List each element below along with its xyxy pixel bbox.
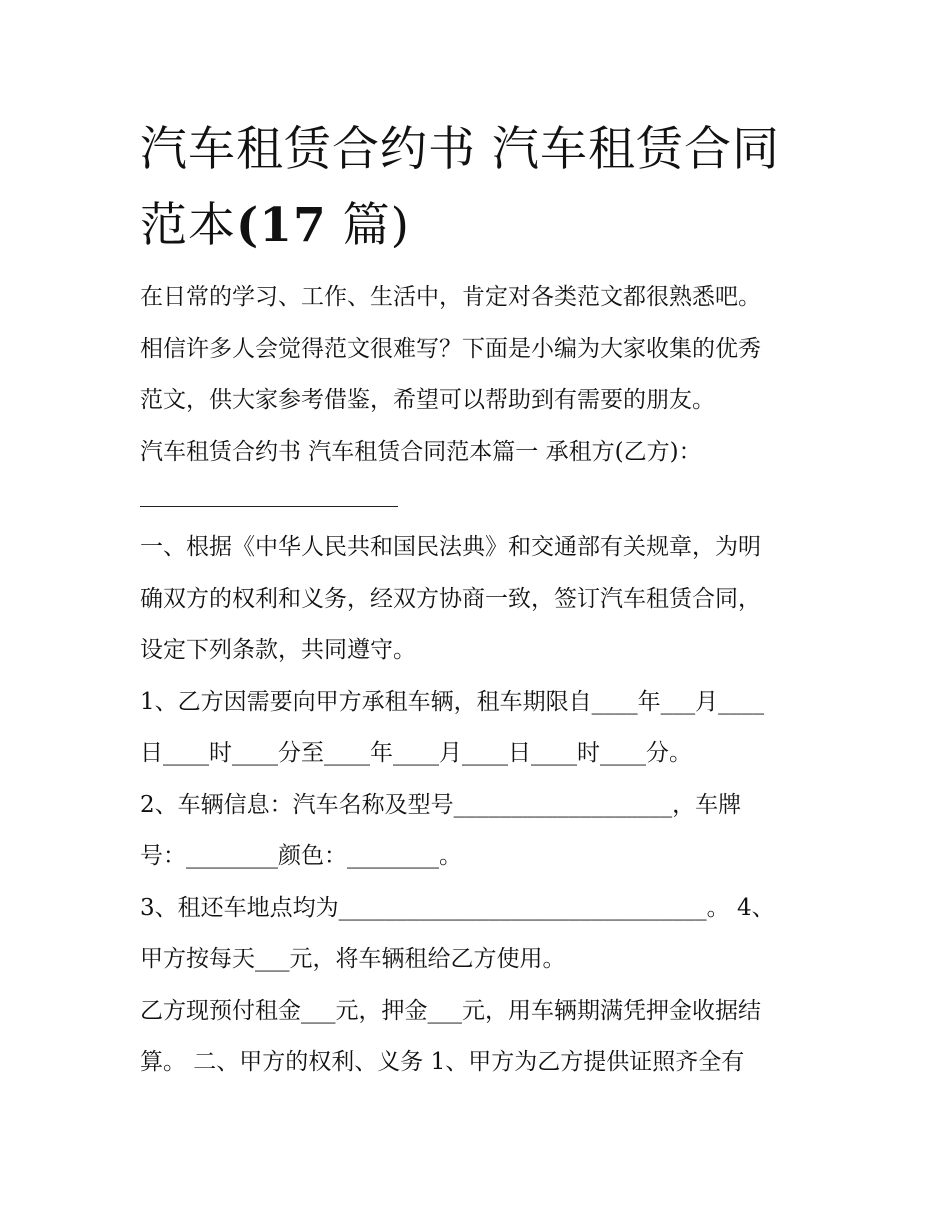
title-line-2-suffix: 篇) <box>326 198 410 253</box>
intro-line-1: 在日常的学习、工作、生活中，肯定对各类范文都很熟悉吧。 <box>140 284 761 310</box>
clause-line-1: 一、根据《中华人民共和国民法典》和交通部有关规章，为明 <box>140 534 761 560</box>
clause-line-2: 确双方的权利和义务，经双方协商一致，签订汽车租赁合同， <box>140 585 761 612</box>
clause-line-8: 3、租还车地点均为________________________________。 4、 <box>140 894 775 921</box>
intro-paragraph <box>140 272 820 478</box>
clause-line-10: 乙方现预付租金___元，押金___元，用车辆期满凭押金收据结 <box>140 997 761 1024</box>
intro-line-2: 相信许多人会觉得范文很难写？下面是小编为大家收集的优秀 <box>140 335 761 362</box>
title-line-2-text: 范本 <box>140 198 236 253</box>
clause-line-3: 设定下列条款，共同遵守。 <box>140 637 416 663</box>
title-line-2 <box>140 188 820 264</box>
clause-line-6: 2、车辆信息：汽车名称及型号___________________，车牌 <box>140 791 742 818</box>
clause-line-11: 算。 二、甲方的权利、义务 1、甲方为乙方提供证照齐全有 <box>140 1049 745 1075</box>
clause-line-5: 日____时____分至____年____月____日____时____分。 <box>140 740 692 766</box>
clause-line-7: 号：________颜色：________。 <box>140 843 462 869</box>
contract-heading-line: 汽车租赁合约书 汽车租赁合同范本篇一 承租方(乙方)： <box>140 438 702 465</box>
clause-line-9: 甲方按每天___元，将车辆租给乙方使用。 <box>140 946 566 972</box>
signature-blank-line <box>140 506 398 507</box>
clause-line-4: 1、乙方因需要向甲方承租车辆，租车期限自____年___月____ <box>140 688 765 715</box>
intro-line-3: 范文，供大家参考借鉴，希望可以帮助到有需要的朋友。 <box>140 387 715 413</box>
title-line-1: 汽车租赁合约书 汽车租赁合同 <box>140 122 780 177</box>
document-title <box>140 112 820 264</box>
clauses-body <box>140 522 820 1089</box>
title-count: (17 <box>236 198 327 253</box>
